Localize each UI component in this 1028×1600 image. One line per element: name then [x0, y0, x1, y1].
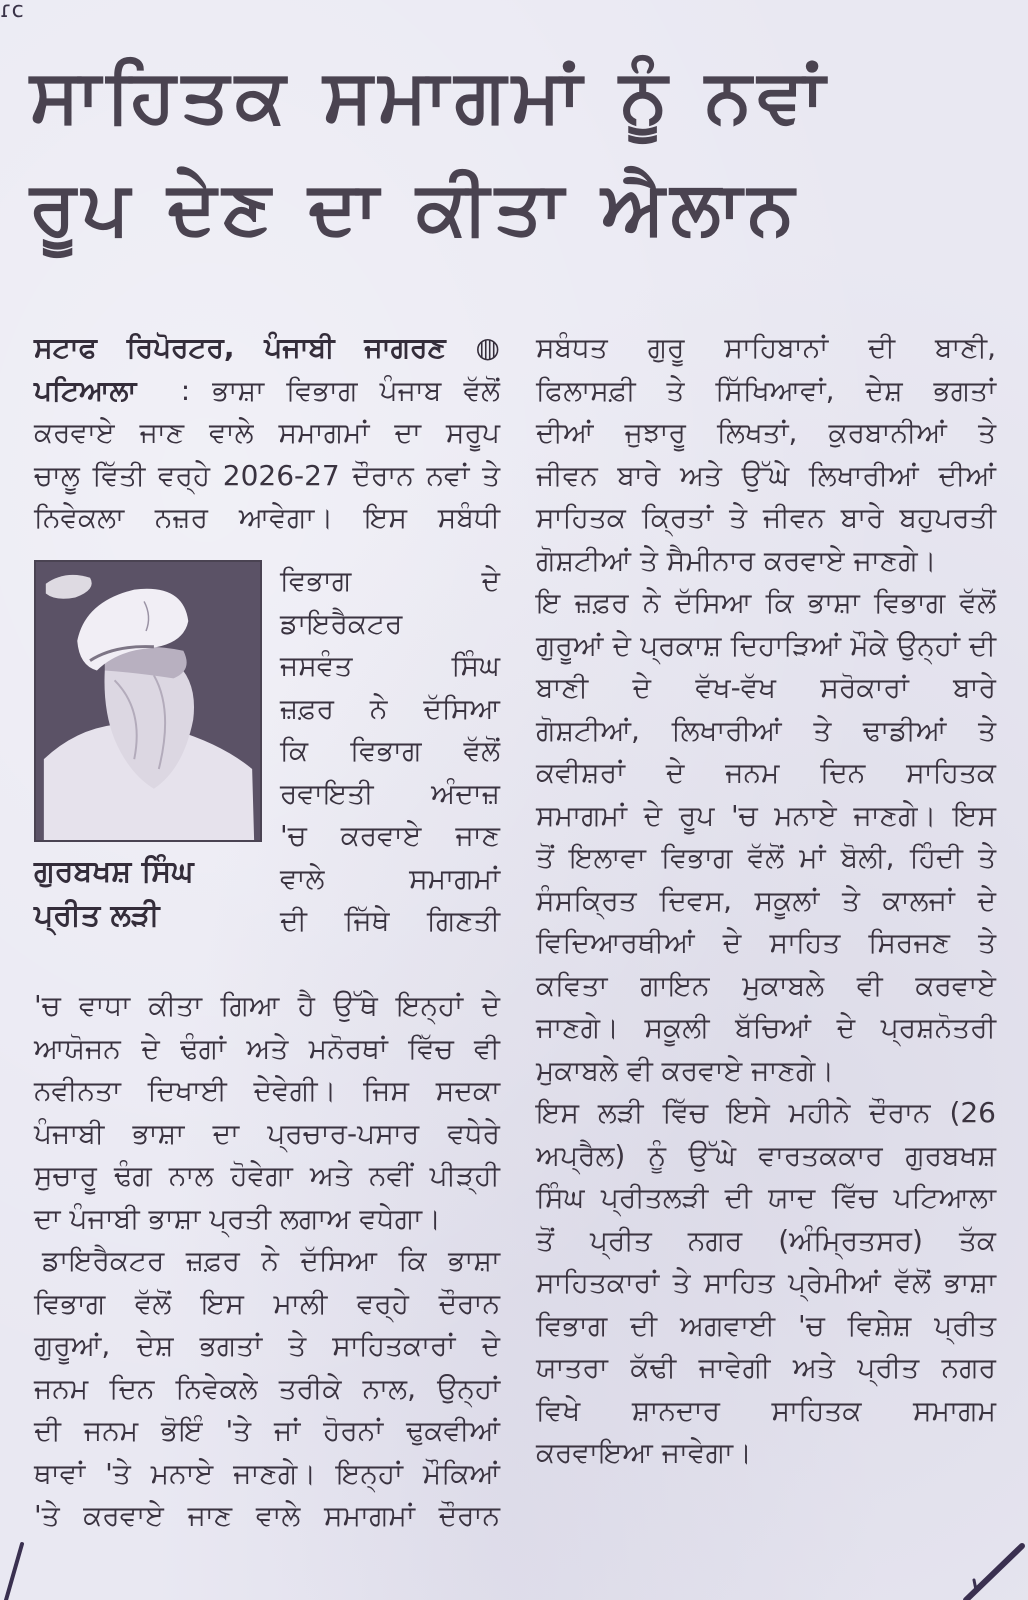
body-line: ਵਾਲੇ ਸਮਾਗਮਾਂ: [280, 861, 500, 895]
body-line: 'ਤੇ ਕਰਵਾਏ ਜਾਣ ਵਾਲੇ ਸਮਾਗਮਾਂ ਦੌਰਾਨ: [34, 1499, 500, 1532]
body-line: ਗੋਸ਼ਟੀਆਂ, ਲਿਖਾਰੀਆਂ ਤੇ ਢਾਡੀਆਂ ਤੇ: [536, 713, 996, 747]
caption-line-1: ਗੁਰਬਖਸ਼ ਸਿੰਘ: [34, 854, 194, 889]
body-line: ਜੀਵਨ ਬਾਰੇ ਅਤੇ ਉੱਘੇ ਲਿਖਾਰੀਆਂ ਦੀਆਂ: [536, 458, 996, 492]
body-line: ਤੋਂ ਇਲਾਵਾ ਵਿਭਾਗ ਵੱਲੋਂ ਮਾਂ ਬੋਲੀ, ਹਿੰਦੀ ਤੇ: [536, 841, 996, 874]
dateline-line: ਪਟਿਆਲਾ : ਭਾਸ਼ਾ ਵਿਭਾਗ ਪੰਜਾਬ ਵੱਲੋਂ: [34, 373, 500, 407]
body-line: ਸਬੰਧਤ ਗੁਰੂ ਸਾਹਿਬਾਨਾਂ ਦੀ ਬਾਣੀ,: [536, 331, 996, 364]
body-line: ਦੀਆਂ ਜੁਝਾਰੂ ਲਿਖਤਾਂ, ਕੁਰਬਾਨੀਆਂ ਤੇ: [536, 416, 996, 449]
body-line: ਜਾਣਗੇ। ਸਕੂਲੀ ਬੱਚਿਆਂ ਦੇ ਪ੍ਰਸ਼ਨੋਤਰੀ: [536, 1011, 996, 1044]
body-line: ਰਵਾਇਤੀ ਅੰਦਾਜ਼: [280, 776, 500, 810]
body-line: ਗੁਰੂਆਂ ਦੇ ਪ੍ਰਕਾਸ਼ ਦਿਹਾੜਿਆਂ ਮੌਕੇ ਉਨ੍ਹਾਂ ਦੀ: [536, 628, 996, 662]
body-line: ਨਿਵੇਕਲਾ ਨਜ਼ਰ ਆਵੇਗਾ। ਇਸ ਸਬੰਧੀ: [34, 501, 500, 534]
body-line: 'ਚ ਵਾਧਾ ਕੀਤਾ ਗਿਆ ਹੈ ਉੱਥੇ ਇਨ੍ਹਾਂ ਦੇ: [34, 989, 500, 1022]
body-line: ਵਿਖੇ ਸ਼ਾਨਦਾਰ ਸਾਹਿਤਕ ਸਮਾਗਮ: [536, 1393, 996, 1427]
body-line: ਸਾਹਿਤਕਾਰਾਂ ਤੇ ਸਾਹਿਤ ਪ੍ਰੇਮੀਆਂ ਵੱਲੋਂ ਭਾਸ਼ਾ: [536, 1266, 996, 1299]
body-line: ਗੁਰੂਆਂ, ਦੇਸ਼ ਭਗਤਾਂ ਤੇ ਸਾਹਿਤਕਾਰਾਂ ਦੇ: [34, 1329, 500, 1362]
body-line: ਇਸ ਲੜੀ ਵਿੱਚ ਇਸੇ ਮਹੀਨੇ ਦੌਰਾਨ (26: [536, 1096, 996, 1129]
body-line: ਜ਼ਫ਼ਰ ਨੇ ਦੱਸਿਆ: [280, 691, 500, 725]
body-line: ਡਾਇਰੈਕਟਰ ਜ਼ਫ਼ਰ ਨੇ ਦੱਸਿਆ ਕਿ ਭਾਸ਼ਾ: [42, 1244, 500, 1277]
portrait-photo: [34, 560, 262, 842]
body-line: 'ਚ ਕਰਵਾਏ ਜਾਣ: [280, 819, 500, 852]
body-line: ਥਾਵਾਂ 'ਤੇ ਮਨਾਏ ਜਾਣਗੇ। ਇਨ੍ਹਾਂ ਮੌਕਿਆਂ: [34, 1456, 500, 1490]
body-line: ਨਵੀਨਤਾ ਦਿਖਾਈ ਦੇਵੇਗੀ। ਜਿਸ ਸਦਕਾ: [34, 1074, 500, 1107]
body-line: ਫਿਲਾਸਫ਼ੀ ਤੇ ਸਿੱਖਿਆਵਾਂ, ਦੇਸ਼ ਭਗਤਾਂ: [536, 373, 996, 407]
body-line: ਕਵੀਸ਼ਰਾਂ ਦੇ ਜਨਮ ਦਿਨ ਸਾਹਿਤਕ: [536, 756, 996, 789]
body-line: ਕਿ ਵਿਭਾਗ ਵੱਲੋਂ: [280, 734, 500, 767]
body-line: ਵਿਦਿਆਰਥੀਆਂ ਦੇ ਸਾਹਿਤ ਸਿਰਜਣ ਤੇ: [536, 926, 996, 959]
body-line: ਕਰਵਾਇਆ ਜਾਵੇਗਾ।: [536, 1436, 752, 1469]
portrait-photo-image: [36, 562, 260, 840]
body-line: ਕਰਵਾਏ ਜਾਣ ਵਾਲੇ ਸਮਾਗਮਾਂ ਦਾ ਸਰੂਪ: [34, 416, 500, 449]
body-line: ਗੋਸ਼ਟੀਆਂ ਤੇ ਸੈਮੀਨਾਰ ਕਰਵਾਏ ਜਾਣਗੇ।: [536, 543, 937, 577]
dateline: ਪਟਿਆਲਾ: [34, 373, 137, 407]
headline-line-1: ਸਾਹਿਤਕ ਸਮਾਗਮਾਂ ਨੂੰ ਨਵਾਂ: [30, 53, 831, 139]
body-line: ਪੰਜਾਬੀ ਭਾਸ਼ਾ ਦਾ ਪ੍ਰਚਾਰ-ਪਸਾਰ ਵਧੇਰੇ: [34, 1116, 500, 1150]
body-line: ਵਿਭਾਗ ਦੇ: [280, 564, 500, 597]
body-line: ਦੀ ਜਨਮ ਭੋਇੰ 'ਤੇ ਜਾਂ ਹੋਰਨਾਂ ਢੁਕਵੀਆਂ: [34, 1414, 500, 1447]
body-line: ਆਯੋਜਨ ਦੇ ਢੰਗਾਂ ਅਤੇ ਮਨੋਰਥਾਂ ਵਿੱਚ ਵੀ: [34, 1031, 500, 1065]
body-line: ਤੋਂ ਪ੍ਰੀਤ ਨਗਰ (ਅੰਮ੍ਰਿਤਸਰ) ਤੱਕ: [536, 1223, 996, 1257]
left-column-below-photo: [34, 985, 500, 1538]
body-line: ਸੁਚਾਰੂ ਢੰਗ ਨਾਲ ਹੋਵੇਗਾ ਅਤੇ ਨਵੀਂ ਪੀੜ੍ਹੀ: [34, 1159, 500, 1192]
tick-mark-icon: [960, 1540, 1028, 1600]
body-line: ਮੁਕਾਬਲੇ ਵੀ ਕਰਵਾਏ ਜਾਣਗੇ।: [536, 1053, 835, 1087]
body-line: ਡਾਇਰੈਕਟਰ: [280, 606, 403, 640]
body-line: ਜਨਮ ਦਿਨ ਨਿਵੇਕਲੇ ਤਰੀਕੇ ਨਾਲ, ਉਨ੍ਹਾਂ: [34, 1371, 500, 1405]
body-line: ਦਾ ਪੰਜਾਬੀ ਭਾਸ਼ਾ ਪ੍ਰਤੀ ਲਗਾਅ ਵਧੇਗਾ।: [34, 1201, 441, 1235]
pen-stroke-icon: [4, 1540, 26, 1600]
body-line: ਵਿਭਾਗ ਦੀ ਅਗਵਾਈ 'ਚ ਵਿਸ਼ੇਸ਼ ਪ੍ਰੀਤ: [536, 1308, 996, 1342]
body-line: ਜਸਵੰਤ ਸਿੰਘ: [280, 649, 500, 682]
right-column: [536, 327, 996, 1475]
left-column-beside-photo: [280, 560, 500, 943]
left-column-top: [34, 327, 500, 540]
body-line: ਸਮਾਗਮਾਂ ਦੇ ਰੂਪ 'ਚ ਮਨਾਏ ਜਾਣਗੇ। ਇਸ: [536, 798, 996, 832]
body-line: ਯਾਤਰਾ ਕੱਢੀ ਜਾਵੇਗੀ ਅਤੇ ਪ੍ਰੀਤ ਨਗਰ: [536, 1351, 996, 1384]
body-line: ਸੰਸਕ੍ਰਿਤ ਦਿਵਸ, ਸਕੂਲਾਂ ਤੇ ਕਾਲਜਾਂ ਦੇ: [536, 883, 996, 917]
headline: [30, 40, 1010, 264]
photo-caption: [34, 850, 264, 938]
caption-line-2: ਪ੍ਰੀਤ ਲੜੀ: [34, 898, 160, 933]
body-line: ਕਵਿਤਾ ਗਾਇਨ ਮੁਕਾਬਲੇ ਵੀ ਕਰਵਾਏ: [536, 968, 996, 1002]
body-line: ਚਾਲੂ ਵਿੱਤੀ ਵਰ੍ਹੇ 2026-27 ਦੌਰਾਨ ਨਵਾਂ ਤੇ: [34, 458, 500, 492]
body-line: ਇ ਜ਼ਫ਼ਰ ਨੇ ਦੱਸਿਆ ਕਿ ਭਾਸ਼ਾ ਵਿਭਾਗ ਵੱਲੋਂ: [536, 586, 996, 619]
corner-pen-mark: ɾc: [0, 0, 24, 23]
body-line: ਸਾਹਿਤਕ ਕ੍ਰਿਤਾਂ ਤੇ ਜੀਵਨ ਬਾਰੇ ਬਹੁਪਰਤੀ: [536, 501, 996, 534]
headline-line-2: ਰੂਪ ਦੇਣ ਦਾ ਕੀਤਾ ਐਲਾਨ: [30, 165, 801, 251]
byline: ਸਟਾਫ ਰਿਪੋਰਟਰ, ਪੰਜਾਬੀ ਜਾਗਰਣ ◍: [34, 331, 500, 364]
body-line: ਦੀ ਜਿੱਥੇ ਗਿਣਤੀ: [280, 904, 500, 937]
body-line: ਵਿਭਾਗ ਵੱਲੋਂ ਇਸ ਮਾਲੀ ਵਰ੍ਹੇ ਦੌਰਾਨ: [34, 1286, 500, 1320]
body-line: ਬਾਣੀ ਦੇ ਵੱਖ-ਵੱਖ ਸਰੋਕਾਰਾਂ ਬਾਰੇ: [536, 671, 996, 704]
body-line: ਅਪ੍ਰੈਲ) ਨੂੰ ਉੱਘੇ ਵਾਰਤਕਕਾਰ ਗੁਰਬਖਸ਼: [536, 1138, 996, 1172]
body-line: ਸਿੰਘ ਪ੍ਰੀਤਲੜੀ ਦੀ ਯਾਦ ਵਿੱਚ ਪਟਿਆਲਾ: [536, 1181, 996, 1214]
